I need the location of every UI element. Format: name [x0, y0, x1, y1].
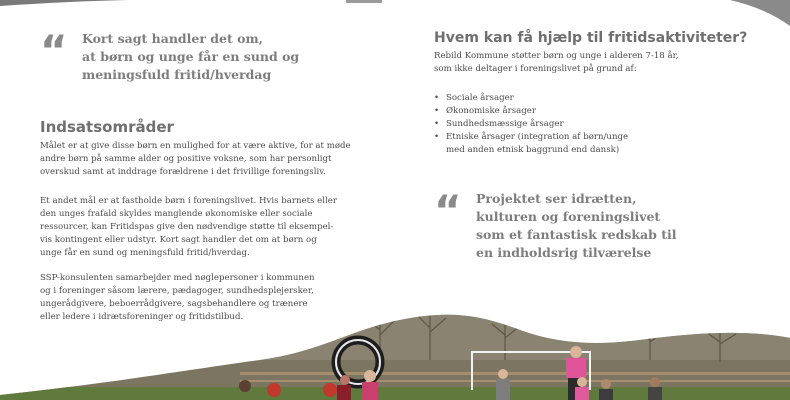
- list-item: • Sundhedsmæssige årsager: [434, 118, 628, 131]
- paragraph-ssp: SSP-konsulenten samarbejder med nøglepersoner i kommunen og i foreninger såsom lærere, pædagoger, sundhedsplejersker, ungerådgivere, beboerrådgivere, sagsbehandlere og trænere eller ledere i idrætsforeninger og fritidstilbud.: [40, 273, 315, 322]
- section-heading-hvem-kan-faa-hjaelp: Hvem kan få hjælp til fritidsaktiviteter?: [434, 30, 748, 46]
- reasons-list: [434, 92, 628, 157]
- list-item: • Sociale årsager: [434, 92, 628, 105]
- quote-mark-icon: “: [434, 186, 458, 235]
- paragraph-goal: Målet er at give disse børn en mulighed for at være aktive, for at møde andre børn på samme alder og positive voksne, som har personligt overskud samt at inddrage forældrene i det frivillige foreningsliv.: [40, 141, 351, 177]
- list-item: • Økonomiske årsager: [434, 105, 628, 118]
- quote-mark-icon: “: [40, 26, 64, 75]
- paragraph-retention: Et andet mål er at fastholde børn i foreningslivet. Hvis barnets eller den unges frafald skyldes manglende økonomiske eller sociale ressourcer, kan Fritidspas give den nødvendige støtte til eksempel- vis kontingent eller udstyr. Kort sagt handler det om at børn og unge får en sund og meningsfuld fritid/hverdag.: [40, 196, 337, 258]
- list-item: • Etniske årsager (integration af børn/unge med anden etnisk baggrund end dansk): [434, 131, 628, 157]
- pull-quote-2: Projektet ser idrætten, kulturen og foreningslivet som et fantastisk redskab til en indholdsrig tilværelse: [476, 191, 677, 260]
- paragraph-eligibility-intro: Rebild Kommune støtter børn og unge i alderen 7-18 år, som ikke deltager i foreningslivet på grund af:: [434, 51, 679, 74]
- children-sports-photo: [0, 290, 790, 400]
- pull-quote-1: Kort sagt handler det om, at børn og unge får en sund og meningsfuld fritid/hverdag: [82, 31, 300, 82]
- section-heading-indsatsomraader: Indsatsområder: [40, 118, 174, 136]
